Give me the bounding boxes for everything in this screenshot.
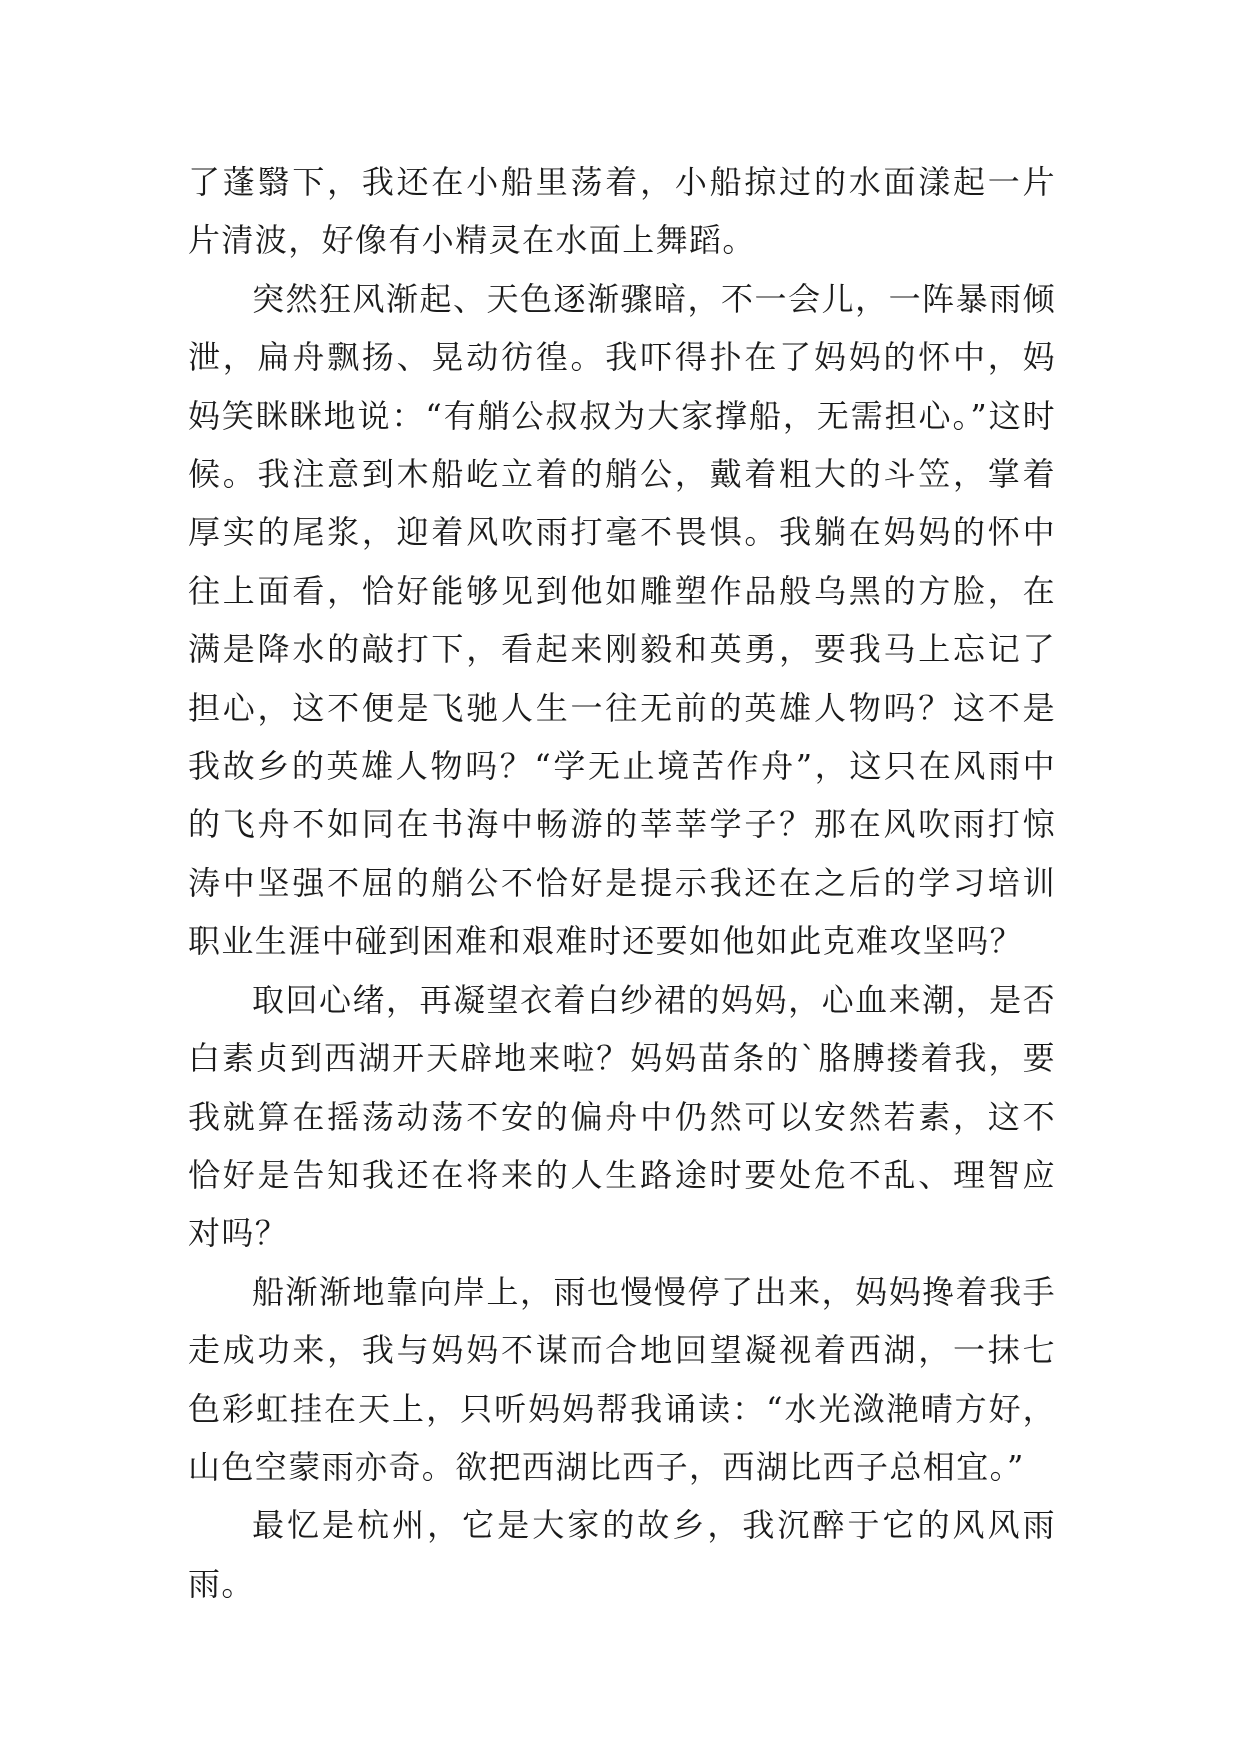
paragraph-2: 突然狂风渐起、天色逐渐骤暗，不一会儿，一阵暴雨倾泄，扁舟飘扬、晃动彷徨。我吓得扑在了妈妈的怀中，妈妈笑眯眯地说：“有艄公叔叔为大家撑船，无需担心。”这时候。我注意到木船屹立着的艄公，戴着粗大的斗笠，掌着厚实的尾浆，迎着风吹雨打毫不畏惧。我躺在妈妈的怀中往上面看，恰好能够见到他如雕塑作品般乌黑的方脸，在满是降水的敲打下，看起来刚毅和英勇，要我马上忘记了担心，这不便是飞驰人生一往无前的英雄人物吗？这不是我故乡的英雄人物吗？“学无止境苦作舟”，这只在风雨中的飞舟不如同在书海中畅游的莘莘学子？那在风吹雨打惊涛中坚强不屈的艄公不恰好是提示我还在之后的学习培训职业生涯中碰到困难和艰难时还要如他如此克难攻坚吗？	[188, 279, 1056, 961]
document-body	[188, 153, 1056, 1613]
paragraph-4: 船渐渐地靠向岸上，雨也慢慢停了出来，妈妈搀着我手走成功来，我与妈妈不谋而合地回望凝视着西湖，一抹七色彩虹挂在天上，只听妈妈帮我诵读：“水光潋滟晴方好，山色空蒙雨亦奇。欲把西湖比西子，西湖比西子总相宜。”	[188, 1272, 1056, 1486]
paragraph-5: 最忆是杭州，它是大家的故乡，我沉醉于它的风风雨雨。	[188, 1506, 1056, 1603]
paragraph-3: 取回心绪，再凝望衣着白纱裙的妈妈，心血来潮，是否白素贞到西湖开天辟地来啦？妈妈苗条的`胳膊搂着我，要我就算在摇荡动荡不安的偏舟中仍然可以安然若素，这不恰好是告知我还在将来的人生路途时要处危不乱、理智应对吗？	[188, 980, 1056, 1253]
paragraph-1: 了蓬翳下，我还在小船里荡着，小船掠过的水面漾起一片片清波，好像有小精灵在水面上舞蹈。	[188, 163, 1056, 260]
